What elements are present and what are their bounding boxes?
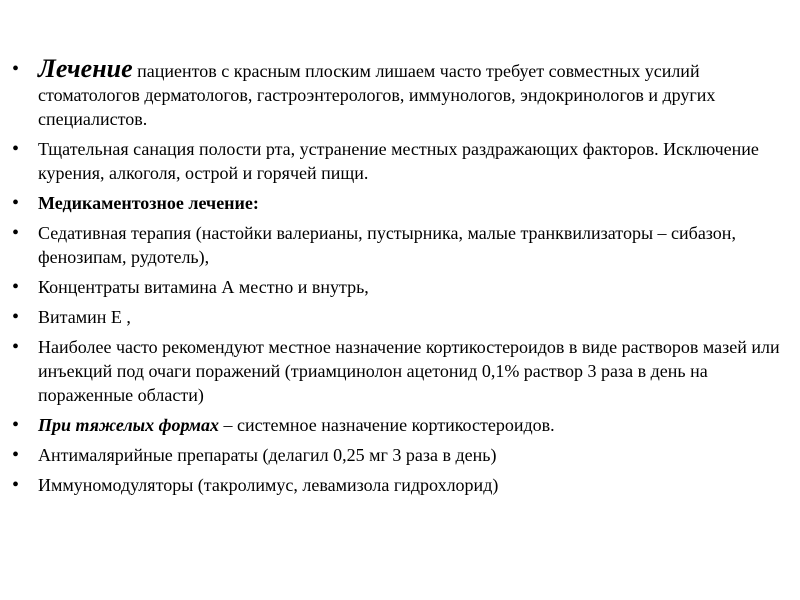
list-item [0, 221, 800, 269]
item-text: Концентраты витамина А местно и внутрь, [38, 277, 369, 297]
item-text: Седативная терапия (настойки валерианы, пустырника, малые транквилизаторы – сибазон, фенозипам, рудотель), [38, 223, 736, 267]
item-lead: При тяжелых формах [38, 415, 219, 435]
bullet-icon: • [12, 444, 20, 466]
list-item [0, 413, 800, 437]
bullet-icon: • [12, 414, 20, 436]
bullet-icon: • [12, 222, 20, 244]
item-text: – системное назначение кортикостероидов. [219, 415, 555, 435]
item-text: Иммуномодуляторы (такролимус, левамизола гидрохлорид) [38, 475, 499, 495]
bullet-icon: • [12, 58, 20, 80]
bullet-icon: • [12, 276, 20, 298]
list-item [0, 275, 800, 299]
bullet-list [0, 54, 800, 503]
bullet-icon: • [12, 138, 20, 160]
list-item [0, 54, 800, 131]
item-text: Медикаментозное лечение: [38, 193, 259, 213]
bullet-icon: • [12, 336, 20, 358]
bullet-icon: • [12, 192, 20, 214]
item-text: Витамин Е , [38, 307, 131, 327]
bullet-icon: • [12, 306, 20, 328]
list-item [0, 137, 800, 185]
item-text: пациентов с красным плоским лишаем часто требует совместных усилий стоматологов дерматологов, гастроэнтерологов, иммунологов, эндокринологов и других специалистов. [38, 61, 716, 129]
list-item [0, 191, 800, 215]
list-item [0, 473, 800, 497]
item-text: Тщательная санация полости рта, устранение местных раздражающих факторов. Исключение курения, алкоголя, острой и горячей пищи. [38, 139, 759, 183]
list-item [0, 335, 800, 407]
item-lead: Лечение [38, 54, 133, 83]
item-text: Наиболее часто рекомендуют местное назначение кортикостероидов в виде растворов мазей или инъекций под очаги поражений (триамцинолон ацетонид 0,1% раствор 3 раза в день на пораженные области) [38, 337, 780, 405]
list-item [0, 443, 800, 467]
bullet-icon: • [12, 474, 20, 496]
item-text: Антималярийные препараты (делагил 0,25 мг 3 раза в день) [38, 445, 497, 465]
list-item [0, 305, 800, 329]
